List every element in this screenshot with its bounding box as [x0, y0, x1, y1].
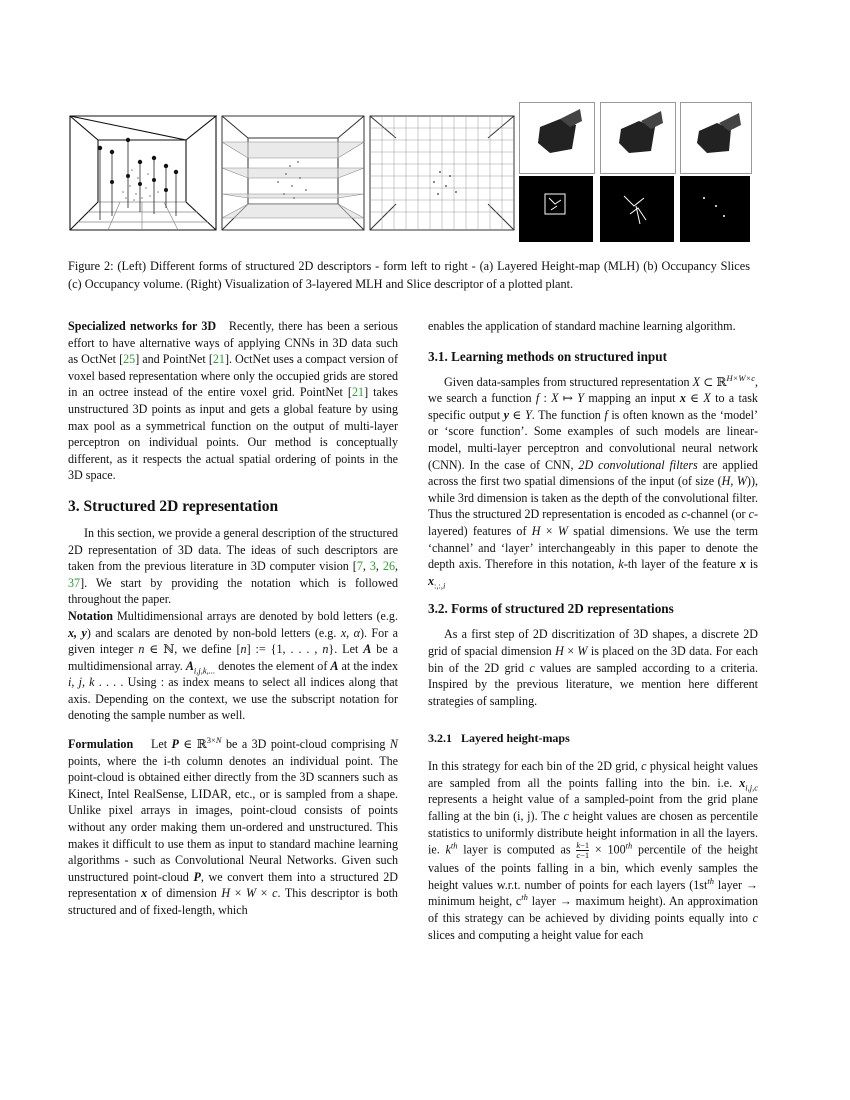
subsection-heading: 3.2. Forms of structured 2D representations: [428, 601, 674, 617]
figure-panel-mlh: [68, 112, 218, 242]
citation-link[interactable]: 21: [212, 352, 225, 367]
paragraph-learning-methods: Given data-samples from structured representation X ⊂ ℝ$^{H\times W\times c}$, we search a function f : X ↦ Y mapping an input x ∈ X to a task specific output y ∈ Y. The function f is often known as the ‘model’ or ‘score function’. Some examples of such models are linear-model, multi-layer perceptron and convolutional neural network (CNN). In the case of CNN, 2D convolutional filters are applied across the first two spatial dimensions of the input (of size (H, W)), while 3rd dimension is taken as the depth of the convolutional filter. Thus the structured 2D representation is encoded as c-channel (or c-layered) features of H × W spatial dimensions. We use the term ‘channel’ and ‘layer’ interchangeably in this paper to denote the depth axis. Therefore in this notation, k-th layer of the feature x is $x_{:,:,i}$: [428, 372, 759, 591]
figure-slice-3: [680, 176, 750, 242]
paragraph-notation: Notation Multidimensional arrays are denoted by bold letters (e.g. x, y) and scalars are denoted by non-bold letters (e.g. x, α). For a given integer n ∈ ℕ, we define [n] := {1, . . . , n}. Let A be a multidimensional array. $A_{i,j,k,...}$ denotes the element of A at the index i, j, k . . . . Using : as index means to select all indices along that axis. Depending on the context, we use the subscript notation for denoting the sample number as well.: [68, 608, 399, 723]
figure-caption-label: Figure 2:: [68, 259, 114, 273]
figure-mlh-plot-2: [600, 102, 676, 174]
figure-2: [68, 100, 750, 250]
paragraph-continued: enables the application of standard machine learning algorithm.: [428, 319, 736, 333]
subsection-heading: 3.1. Learning methods on structured input: [428, 348, 667, 364]
paragraph-forms: As a first step of 2D discritization of 3D shapes, a discrete 2D grid of spacial dimension H × W is placed on the 3D data. For each bin of the 2D grid c values are sampled according to a criteria. Inspired by the previous literature, we mention here different strategies of sampling.: [428, 627, 758, 708]
figure-mlh-plot-3: [680, 102, 752, 174]
subsubsection-heading: 3.2.1 Layered height-maps: [428, 731, 570, 746]
figure-panel-volume: [368, 112, 516, 242]
figure-slice-1: [519, 176, 593, 242]
section-heading: 3. Structured 2D representation: [68, 497, 279, 515]
citation-link[interactable]: 25: [123, 352, 136, 367]
citation-link[interactable]: 3: [369, 559, 376, 574]
paragraph-layered-height-maps: In this strategy for each bin of the 2D grid, c physical height values are sampled from all the points falling into the bin. i.e. $x_{i,j,c}$ represents a height value of a sampled-point from the grid plane falling at the bin (i, j). The c height values are chosen as percentile statistics to uniformly distribute height information in all the layers. ie. $k^{th}$ layer is computed as $\frac{k-1}{c-1}$ × 100th percentile of the height values of the points falling in a bin, which evenly samples the height values w.r.t. number of points for each layers ($1st^{th}$ layer → minimum height, $c^{th}$ layer → maximum height). An approximation of this strategy can be achieved by dividing points equally into c slices and computing a height value for each: [428, 759, 759, 942]
paragraph-specialized-networks: Specialized networks for 3D Recently, there has been a serious effort to have alternative ways of applying CNNs in 3D data such as OctNet [25] and PointNet [21]. OctNet uses a compact version of voxel based representation where only the occupied grids are stored in an octree instead of the entire voxel grid. PointNet [21] takes unstructured 3D points as input and gets a global feature by using max pool as a symmetrical function on the output of multi-layer perceptron on individual points. Our method is conceptually different, as it respects the actual spatial ordering of points in the 3D space.: [68, 319, 398, 483]
figure-mlh-plot-1: [519, 102, 595, 174]
citation-link[interactable]: 37: [68, 575, 81, 590]
figure-slice-2: [600, 176, 674, 242]
right-column: [428, 318, 758, 943]
figure-panel-slices: [220, 112, 366, 242]
figure-caption-text: (Left) Different forms of structured 2D descriptors - form left to right - (a) Layered Height-map (MLH) (b) Occupancy Slices (c) Occupancy volume. (Right) Visualization of 3-layered MLH and Slice descriptor of a plotted plant.: [68, 259, 751, 291]
figure-caption: [68, 258, 750, 293]
run-in-heading: Notation: [68, 608, 114, 623]
run-in-heading: Formulation: [68, 737, 134, 752]
citation-link[interactable]: 7: [356, 559, 363, 574]
paragraph-intro: In this section, we provide a general description of the structured 2D representation of 3D data. The ideas of such descriptors are taken from the previous literature in 3D computer vision [7, 3, 26, 37]. We start by providing the notation which is followed throughout the paper.: [68, 525, 399, 607]
run-in-heading: Specialized networks for 3D: [68, 319, 217, 333]
paragraph-formulation: Formulation Let P ∈ ℝ$^{3\times N}$ be a 3D point-cloud comprising N points, where the i-th column denotes an individual point. The point-cloud is obtained either directly from the 3D scanners such as Kinect, Intel RealSense, LIDAR, etc., or is sampled from a shape. Unlike pixel arrays in images, point-cloud consists of points without any order making them un-ordered and unstructured. This makes it difficult to use them as input to standard machine learning algorithms - such as Convolutional Neural Networks. Given such unstructured point-cloud P, we convert them into a structured 2D representation x of dimension H × W × c. This descriptor is both structured and of fixed-length, which: [68, 735, 399, 917]
left-column: [68, 318, 398, 919]
emphasis: 2D convolutional filters: [578, 457, 698, 472]
citation-link[interactable]: 26: [382, 559, 395, 574]
citation-link[interactable]: 21: [351, 385, 365, 400]
